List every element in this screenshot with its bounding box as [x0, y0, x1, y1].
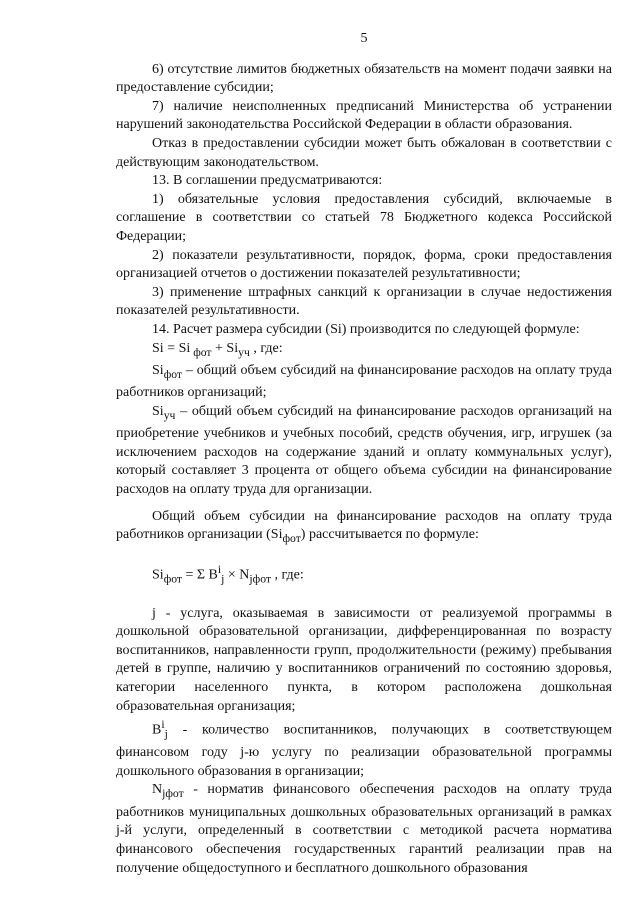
section-13-heading: 13. В соглашении предусматриваются:	[152, 173, 383, 189]
def-uch-symbol: Si	[152, 403, 164, 419]
refusal-paragraph: Отказ в предоставлении субсидии может быть обжалован в соответствии с действующим законодательством.	[116, 135, 612, 170]
formula2-sub-fot: фот	[163, 572, 183, 586]
formula-si-fot	[116, 561, 612, 589]
def-b-symbol: B	[152, 722, 162, 738]
def-b-text: - количество воспитанников, получающих в соответствующем финансовом году j-ю услугу по реализации образовательной программы дошкольного образования в организации;	[116, 722, 612, 779]
formula-si-term1: Si	[178, 340, 191, 356]
formula2-sub-j: j	[221, 572, 225, 586]
general-sub: фот	[282, 532, 301, 546]
def-n-text: - норматив финансового обеспечения расходов на оплату труда работников муниципальных дошкольных образовательных организаций в рамках j-й услуги, определенный в соответствии с методикой расчета норматива финансового обеспечения государственных гарантий реализации прав на получение общедоступного и бесплатного дошкольного образования	[116, 782, 612, 876]
formula-si-tail: , где:	[249, 340, 283, 356]
def-uch-sub: уч	[163, 408, 176, 422]
def-b-sup: i	[161, 718, 165, 732]
definition-b	[116, 716, 612, 781]
formula-si-plus: + Si	[211, 340, 239, 356]
formula2-sum: = Σ B	[182, 567, 218, 583]
def-n-sub: jфот	[162, 787, 184, 801]
section-13-item-3: 3) применение штрафных санкций к организации в случае недостижения показателей результативности.	[116, 284, 612, 319]
general-text-2: ) рассчитывается по формуле:	[300, 527, 479, 543]
general-text-1: Общий объем субсидии на финансирование расходов на оплату труда работников организации (Si	[116, 508, 612, 543]
page-number: 5	[360, 31, 368, 46]
item-7: 7) наличие неисполненных предписаний Министерства об устранении нарушений законодательства Российской Федерации в области образования.	[116, 98, 612, 133]
definition-n	[116, 781, 612, 878]
document-page	[116, 30, 612, 878]
formula2-si: Si	[152, 567, 164, 583]
general-volume-paragraph	[116, 508, 612, 549]
def-fot-sub: фот	[163, 367, 183, 381]
formula2-sup-i: i	[217, 562, 222, 576]
formula-si	[116, 340, 612, 362]
def-fot-text: – общий объем субсидий на финансирование расходов на оплату труда работников организаций;	[116, 362, 612, 401]
formula-si-sub-uch: уч	[238, 345, 250, 359]
definition-si-fot	[116, 362, 612, 403]
formula-si-symbol: Si	[152, 340, 164, 356]
section-13-item-2: 2) показатели результативности, порядок, форма, сроки предоставления организацией отчетов о достижении показателей результативности;	[116, 247, 612, 282]
section-13-item-1: 1) обязательные условия предоставления субсидий, включаемые в соглашение в соответствии со статьей 78 Бюджетного кодекса Российской Федерации;	[116, 191, 612, 244]
formula2-times: × N	[224, 567, 250, 583]
formula-si-sub-fot: фот	[190, 345, 212, 359]
definition-si-uch	[116, 403, 612, 500]
def-fot-symbol: Si	[152, 362, 164, 378]
section-14-heading: 14. Расчет размера субсидии (Si) производится по следующей формуле:	[152, 321, 580, 337]
formula2-sub-jfot: jфот	[249, 572, 271, 586]
formula-si-eq: =	[163, 340, 179, 356]
def-n-symbol: N	[152, 782, 163, 798]
def-uch-text: – общий объем субсидий на финансирование расходов организаций на приобретение учебников и учебных пособий, средств обучения, игр, игрушек (за исключением расходов на содержание зданий и оплату коммунальных услуг), который составляет 3 процента от общего объема субсидии на финансирование расходов на оплату труда для организации.	[116, 403, 612, 498]
def-b-sub: j	[164, 727, 168, 741]
definition-j: j - услуга, оказываемая в зависимости от реализуемой программы в дошкольной образовательной организации, дифференцированная по возрасту воспитанников, направленности групп, продолжительности (режиму) пребывания детей в группе, наличию у воспитанников ограничений по состоянию здоровья, категории населенного пункта, в котором расположена дошкольная образовательная организация;	[116, 605, 612, 714]
item-6: 6) отсутствие лимитов бюджетных обязательств на момент подачи заявки на предоставление субсидии;	[116, 61, 612, 96]
formula2-tail: , где:	[270, 567, 304, 583]
